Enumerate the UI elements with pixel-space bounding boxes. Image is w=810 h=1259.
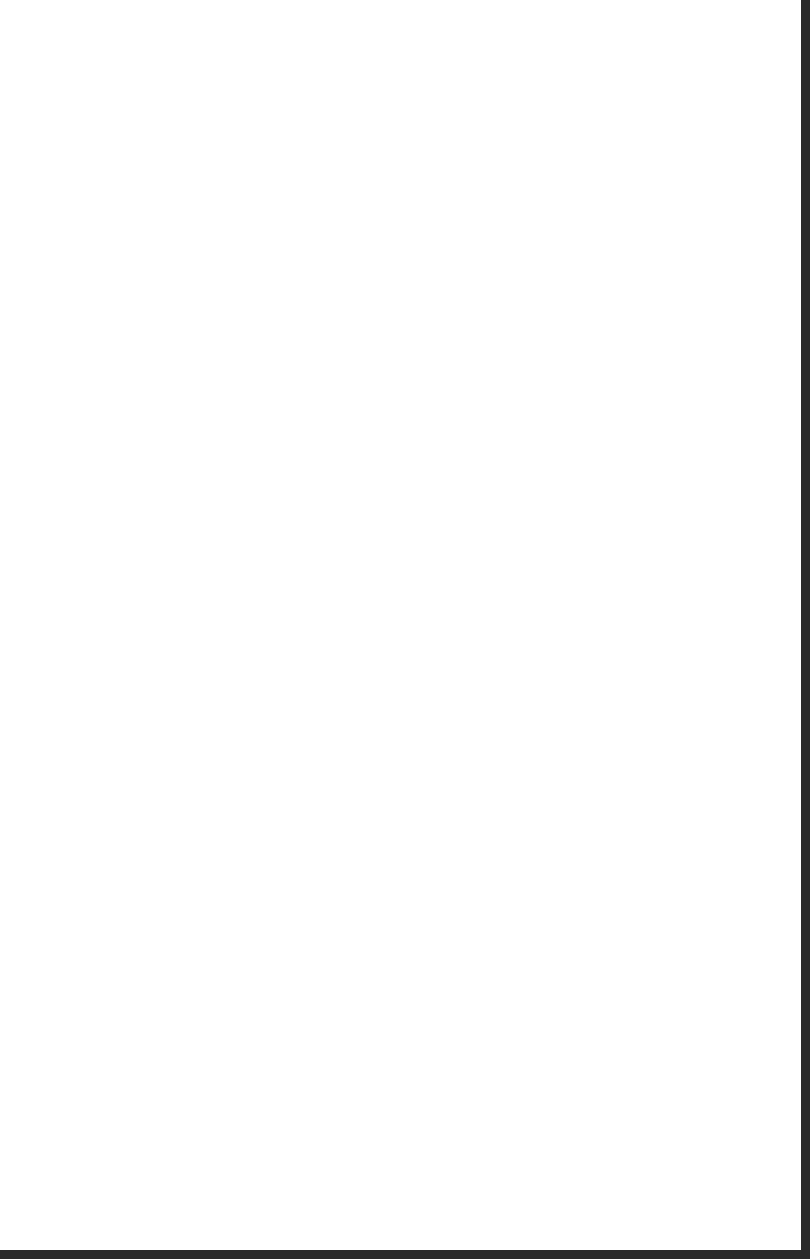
- page-edge-bottom: [0, 1250, 810, 1259]
- page-edge-right: [801, 0, 810, 1259]
